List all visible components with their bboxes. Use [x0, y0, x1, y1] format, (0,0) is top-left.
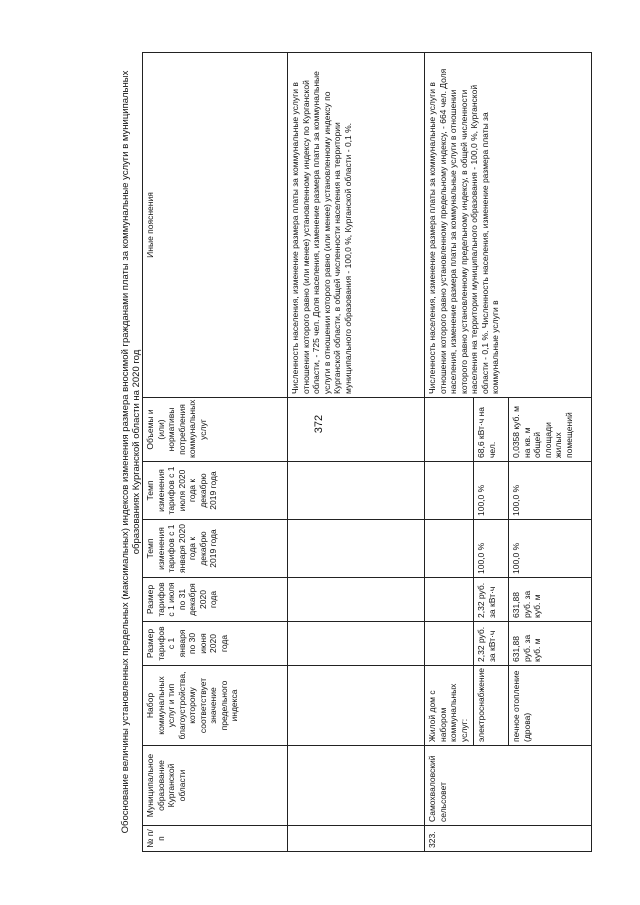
volume: 0,0358 куб. м на кв. м общей площади жилых помещений: [509, 398, 592, 462]
header-rate-jan: Темп изменения тарифов с 1 января 2020 года к декабрю 2019 года: [143, 520, 288, 578]
header-notes: Иные пояснения: [143, 53, 288, 398]
rate-jul: 100,0 %: [509, 462, 592, 520]
header-tariff-jan: Размер тарифов с 1 января по 30 июня 2020 года: [143, 622, 288, 666]
table-row: [425, 53, 474, 852]
tariff-jan: 2,32 руб. за кВт·ч: [474, 622, 509, 666]
header-municipality: Муниципальное образование Курганской области: [143, 746, 288, 826]
notes-cell: Численность населения, изменение размера платы за коммунальные услуги в отношении которого равно установленному предельному индексу, - 664 чел. Доля населения, изменение размера платы за коммунальные услуги в отношении которого равно установленному предельному индексу, в общей численности населения на территории муниципального образования - 100,0 %, Курганской области - 0,1 %. Численность населения, изменение размера платы за коммунальные услуги в: [425, 53, 592, 398]
row-number: 323.: [425, 826, 592, 852]
volume: 68,6 кВт·ч на чел.: [474, 398, 509, 462]
rotated-table-stage: [120, 52, 640, 852]
page-number: 372: [313, 414, 325, 434]
tariff-jul: 2,32 руб. за кВт·ч: [474, 578, 509, 622]
service-set: Жилой дом с набором коммунальных услуг:: [425, 666, 474, 746]
rate-jan: 100,0 %: [474, 520, 509, 578]
rate-jul: 100,0 %: [474, 462, 509, 520]
header-tariff-jul: Размер тарифов с 1 июля по 31 декабря 2020 года: [143, 578, 288, 622]
document-title: Обоснование величины установленных предельных (максимальных) индексов изменения размера вносимой гражданами платы за коммунальные услуги в муниципальных образованиях Курганской области на 2020 год: [120, 70, 142, 834]
service-name: электроснабжение: [474, 666, 509, 746]
rate-jan: 100,0 %: [509, 520, 592, 578]
header-rate-jul: Темп изменения тарифов с 1 июля 2020 года к декабрю 2019 года: [143, 462, 288, 520]
notes-cell: Численность населения, изменение размера платы за коммунальные услуги в отношении которого равно (или менее) установленному индексу по Курганской области, - 725 чел. Доля населения, изменение размера платы за коммунальные услуги в отношении которого равно (или менее) установленному индексу по Курганской области, в общей численности населения на территории муниципального образования - 100,0 %, Курганской области - 0,1 %.: [288, 53, 425, 398]
header-service-set: Набор коммунальных услуг и тип благоустройства, которому соответствует значение предельного индекса: [143, 666, 288, 746]
service-name: печное отопление (дрова): [509, 666, 592, 746]
header-volumes: Объемы и (или) нормативы потребления коммунальных услуг: [143, 398, 288, 462]
table-header-row: [143, 53, 288, 852]
header-no: № п/п: [143, 826, 288, 852]
tariff-table: [142, 52, 592, 852]
municipality-name: Самохваловский сельсовет: [425, 746, 592, 826]
tariff-jan: 631,88 руб. за куб. м: [509, 622, 592, 666]
table-row: [288, 53, 425, 852]
tariff-jul: 631,88 руб. за куб. м: [509, 578, 592, 622]
